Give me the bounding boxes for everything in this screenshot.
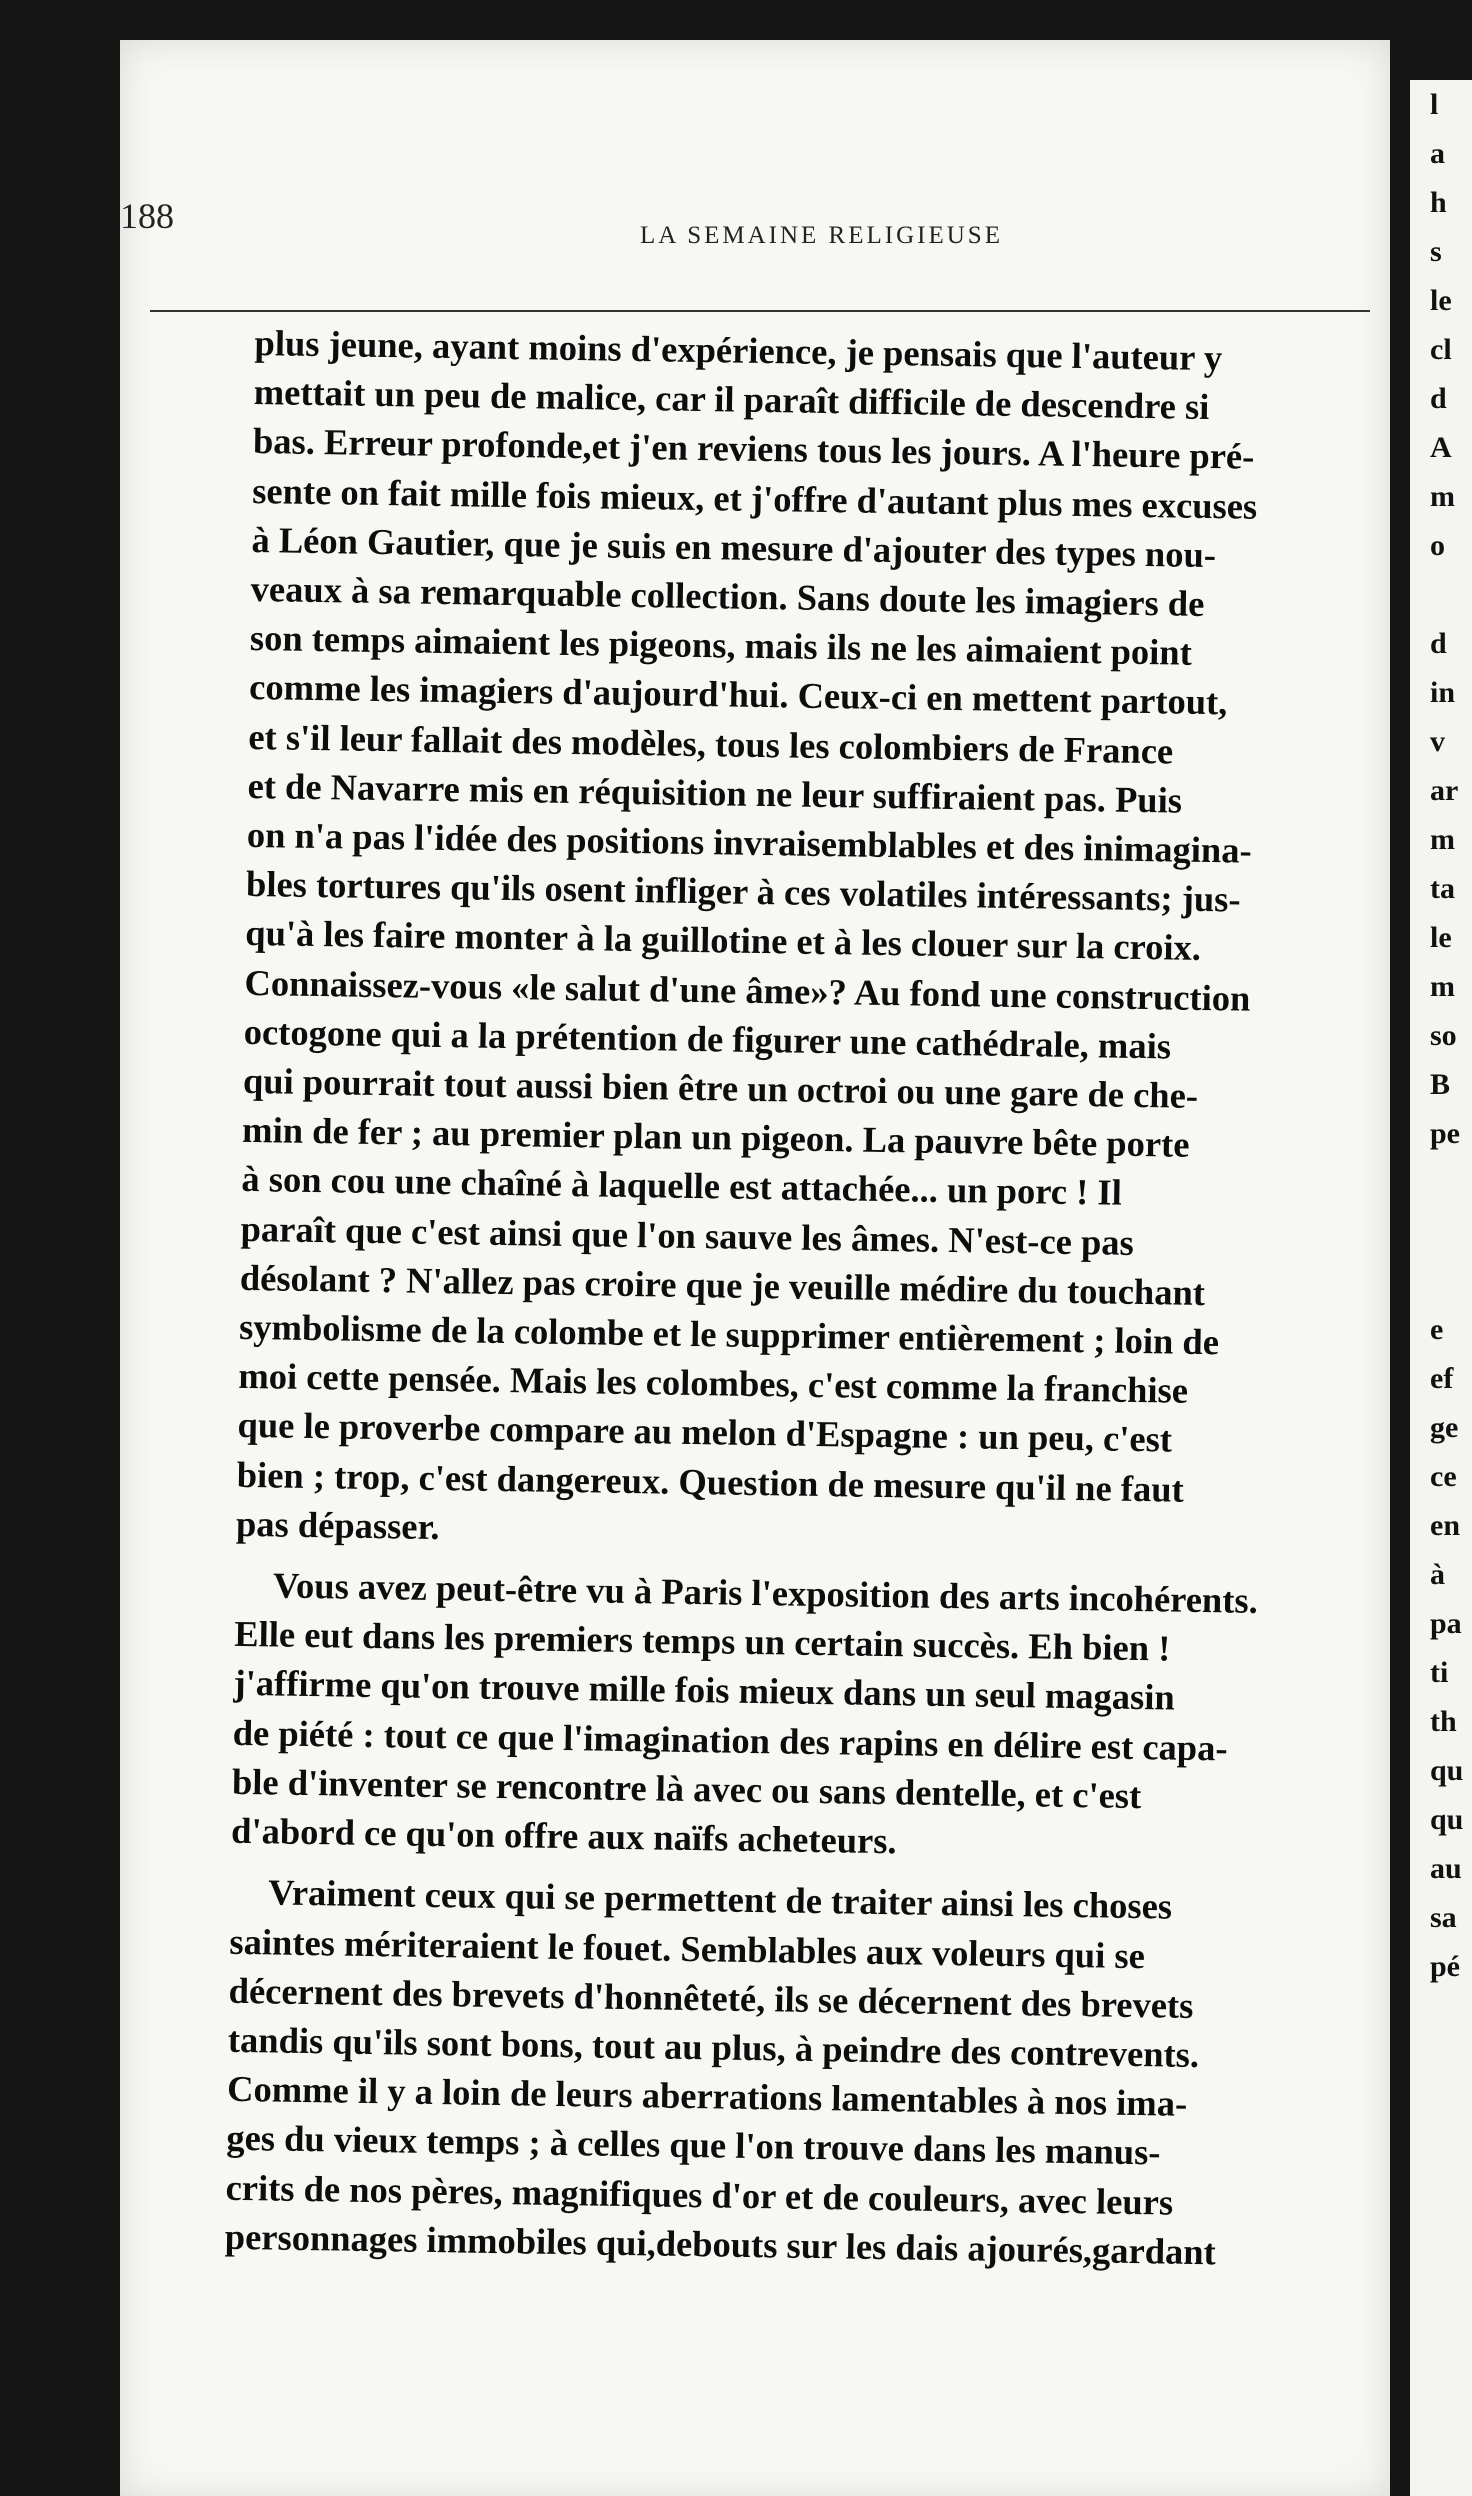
- page-number: 188: [120, 196, 174, 236]
- text-line: bas. Erreur profonde,et j'en reviens tous les jours. A l'heure pré-: [252, 420, 1255, 478]
- adjacent-fragment: ta: [1430, 872, 1455, 905]
- text-line: Vraiment ceux qui se permettent de traiter ainsi les choses: [267, 1871, 1173, 1927]
- adjacent-fragment: qu: [1430, 1754, 1464, 1787]
- adjacent-fragment: le: [1430, 921, 1452, 954]
- text-line: comme les imagiers d'aujourd'hui. Ceux-ci en mettent partout,: [248, 666, 1228, 723]
- paragraph: [236, 318, 1345, 1565]
- text-line: pas dépasser.: [235, 1502, 440, 1547]
- adjacent-fragment: m: [1430, 480, 1455, 513]
- adjacent-fragment: h: [1430, 186, 1447, 219]
- adjacent-fragment: in: [1430, 676, 1456, 709]
- adjacent-fragment: d: [1430, 627, 1447, 660]
- adjacent-fragment: qu: [1430, 1803, 1464, 1836]
- adjacent-fragment: l: [1430, 88, 1439, 121]
- text-line: sente on fait mille fois mieux, et j'offre d'autant plus mes excuses: [251, 469, 1258, 527]
- text-line: min de fer ; au premier plan un pigeon. La pauvre bête porte: [241, 1109, 1190, 1166]
- text-line: personnages immobiles qui,debouts sur les dais ajourés,gardant: [224, 2215, 1217, 2273]
- text-line: plus jeune, ayant moins d'expérience, je pensais que l'auteur y: [254, 321, 1223, 379]
- text-line: veaux à sa remarquable collection. Sans doute les imagiers de: [250, 567, 1205, 624]
- adjacent-fragment: A: [1430, 431, 1452, 464]
- text-line: Vous avez peut-être vu à Paris l'exposition des arts incohérents.: [272, 1564, 1259, 1621]
- text-line: on n'a pas l'idée des positions invraisemblables et des inimagina-: [246, 813, 1253, 871]
- text-line: saintes mériteraient le fouet. Semblables aux voleurs qui se: [229, 1920, 1146, 1976]
- text-line: de piété : tout ce que l'imagination des rapins en délire est capa-: [232, 1711, 1228, 1769]
- adjacent-fragment: d: [1430, 382, 1447, 415]
- adjacent-fragment: o: [1430, 529, 1445, 562]
- adjacent-fragment: [1410, 570, 1472, 619]
- adjacent-fragment: ge: [1430, 1411, 1459, 1444]
- adjacent-fragment: e: [1430, 1313, 1444, 1346]
- adjacent-fragment: pe: [1430, 1117, 1460, 1150]
- adjacent-fragment: pé: [1430, 1950, 1460, 1983]
- text-line: j'affirme qu'on trouve mille fois mieux dans un seul magasin: [233, 1662, 1176, 1719]
- text-line: bien ; trop, c'est dangereux. Question de mesure qu'il ne faut: [236, 1453, 1185, 1510]
- text-line: et de Navarre mis en réquisition ne leur suffiraient pas. Puis: [247, 764, 1183, 821]
- text-line: octogone qui a la prétention de figurer une cathédrale, mais: [243, 1010, 1172, 1067]
- adjacent-fragment: a: [1430, 137, 1445, 170]
- body-text: [224, 318, 1344, 2278]
- adjacent-fragment: pa: [1430, 1607, 1462, 1640]
- text-line: moi cette pensée. Mais les colombes, c'est comme la franchise: [238, 1355, 1189, 1412]
- text-line: tandis qu'ils sont bons, tout au plus, à peindre des contrevents.: [227, 2018, 1200, 2075]
- adjacent-fragment: sa: [1430, 1901, 1457, 1934]
- adjacent-fragment: à: [1430, 1558, 1445, 1591]
- text-line: que le proverbe compare au melon d'Espagne : un peu, c'est: [237, 1404, 1173, 1461]
- text-line: qui pourrait tout aussi bien être un octroi ou une gare de che-: [242, 1059, 1199, 1116]
- adjacent-fragment: v: [1430, 725, 1445, 758]
- adjacent-fragment: so: [1430, 1019, 1457, 1052]
- text-line: crits de nos pères, magnifiques d'or et de couleurs, avec leurs: [225, 2166, 1174, 2223]
- text-line: Connaissez-vous «le salut d'une âme»? Au fond une construction: [244, 961, 1251, 1019]
- adjacent-fragment: [1410, 1207, 1472, 1256]
- text-line: désolant ? N'allez pas croire que je veuille médire du touchant: [239, 1256, 1206, 1313]
- text-line: paraît que c'est ainsi que l'on sauve les âmes. N'est-ce pas: [240, 1207, 1135, 1263]
- adjacent-page-edge: [1410, 80, 1472, 2496]
- text-line: qu'à les faire monter à la guillotine et à les clouer sur la croix.: [245, 912, 1202, 969]
- text-line: d'abord ce qu'on offre aux naïfs acheteurs.: [230, 1809, 897, 1862]
- text-line: et s'il leur fallait des modèles, tous les colombiers de France: [248, 715, 1174, 772]
- adjacent-fragment: [1410, 1256, 1472, 1305]
- text-line: bles tortures qu'ils osent infliger à ces volatiles intéressants; jus-: [245, 863, 1241, 920]
- adjacent-fragment: m: [1430, 970, 1455, 1003]
- text-line: Comme il y a loin de leurs aberrations lamentables à nos ima-: [226, 2067, 1188, 2124]
- paragraph: [224, 1867, 1320, 2278]
- text-line: à Léon Gautier, que je suis en mesure d'ajouter des types nou-: [251, 518, 1217, 575]
- adjacent-fragment: ti: [1430, 1656, 1449, 1689]
- text-line: symbolisme de la colombe et le supprimer entièrement ; loin de: [238, 1305, 1220, 1363]
- adjacent-fragment: s: [1430, 235, 1442, 268]
- adjacent-fragment: ar: [1430, 774, 1459, 807]
- text-line: son temps aimaient les pigeons, mais ils ne les aimaient point: [249, 617, 1193, 673]
- adjacent-fragment: cl: [1430, 333, 1452, 366]
- adjacent-fragment: au: [1430, 1852, 1462, 1885]
- header-rule: [150, 310, 1370, 312]
- adjacent-fragment: ef: [1430, 1362, 1454, 1395]
- text-line: décernent des brevets d'honnêteté, ils se décernent des brevets: [228, 1969, 1194, 2026]
- text-line: mettait un peu de malice, car il paraît difficile de descendre si: [253, 371, 1210, 428]
- paragraph: [231, 1560, 1326, 1872]
- adjacent-fragment: th: [1430, 1705, 1457, 1738]
- text-line: ble d'inventer se rencontre là avec ou sans dentelle, et c'est: [231, 1760, 1142, 1816]
- text-line: Elle eut dans les premiers temps un certain succès. Eh bien !: [234, 1613, 1171, 1669]
- adjacent-fragment: m: [1430, 823, 1455, 856]
- running-title: LA SEMAINE RELIGIEUSE: [640, 222, 1003, 249]
- adjacent-fragment: B: [1430, 1068, 1451, 1101]
- text-line: ges du vieux temps ; à celles que l'on trouve dans les manus-: [226, 2117, 1161, 2173]
- adjacent-fragment: [1410, 1158, 1472, 1207]
- adjacent-fragment: le: [1430, 284, 1452, 317]
- adjacent-fragment: en: [1430, 1509, 1460, 1542]
- adjacent-fragment: ce: [1430, 1460, 1457, 1493]
- text-line: à son cou une chaîné à laquelle est attachée... un porc ! Il: [241, 1158, 1123, 1214]
